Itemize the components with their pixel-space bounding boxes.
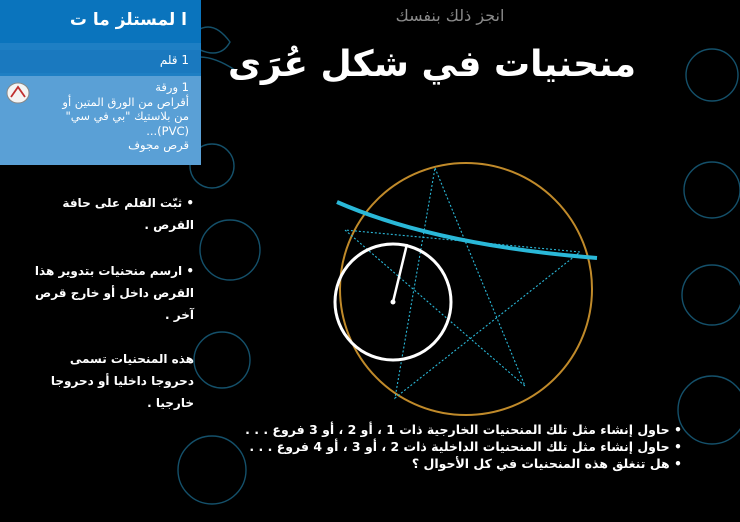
materials-title: ا لمستلز ما ت — [0, 0, 201, 43]
materials-panel — [0, 0, 201, 165]
outer-circle — [340, 163, 592, 415]
paper-line: من بلاستيك "بي في سي" — [65, 109, 189, 123]
instruction-2: • ارسم منحنيات بتدوير هذا القرص داخل أو خارج قرص آخر . — [34, 264, 194, 322]
paper-line: 1 ورقة — [155, 80, 189, 94]
paper-icon — [6, 82, 30, 104]
page-title: منحنيات في شكل عُرَى — [227, 44, 636, 85]
curve-diagram — [325, 160, 609, 420]
question-item: • حاول إنشاء مثل تلك المنحنيات الداخلية ذات 2 ، أو 3 ، أو 4 فروع . . . — [249, 439, 682, 454]
paper-line: (PVC)... — [146, 123, 189, 138]
hypotrochoid-star — [345, 168, 580, 398]
question-item: • حاول إنشاء مثل تلك المنحنيات الخارجية ذات 1 ، أو 2 ، أو 3 فروع . . . — [245, 422, 682, 437]
materials-paper — [0, 76, 201, 165]
instruction-1: • ثبّت القلم على حافة القرص . — [62, 196, 194, 232]
cyan-arc — [337, 202, 597, 258]
do-it-yourself-label: انجز ذلك بنفسك — [395, 6, 505, 25]
paper-line: أقراص من الورق المتين أو — [62, 94, 189, 109]
instruction-3: هذه المنحنيات تسمى دحروجا داخليا أو دحروجا خارجيا . — [50, 352, 194, 410]
paper-line: قرص مجوف — [128, 138, 189, 152]
pen-point — [391, 300, 396, 305]
question-item: • هل تنغلق هذه المنحنيات في كل الأحوال ؟ — [411, 456, 682, 471]
questions-list — [245, 421, 682, 472]
materials-pen: 1 قلم — [0, 50, 201, 73]
